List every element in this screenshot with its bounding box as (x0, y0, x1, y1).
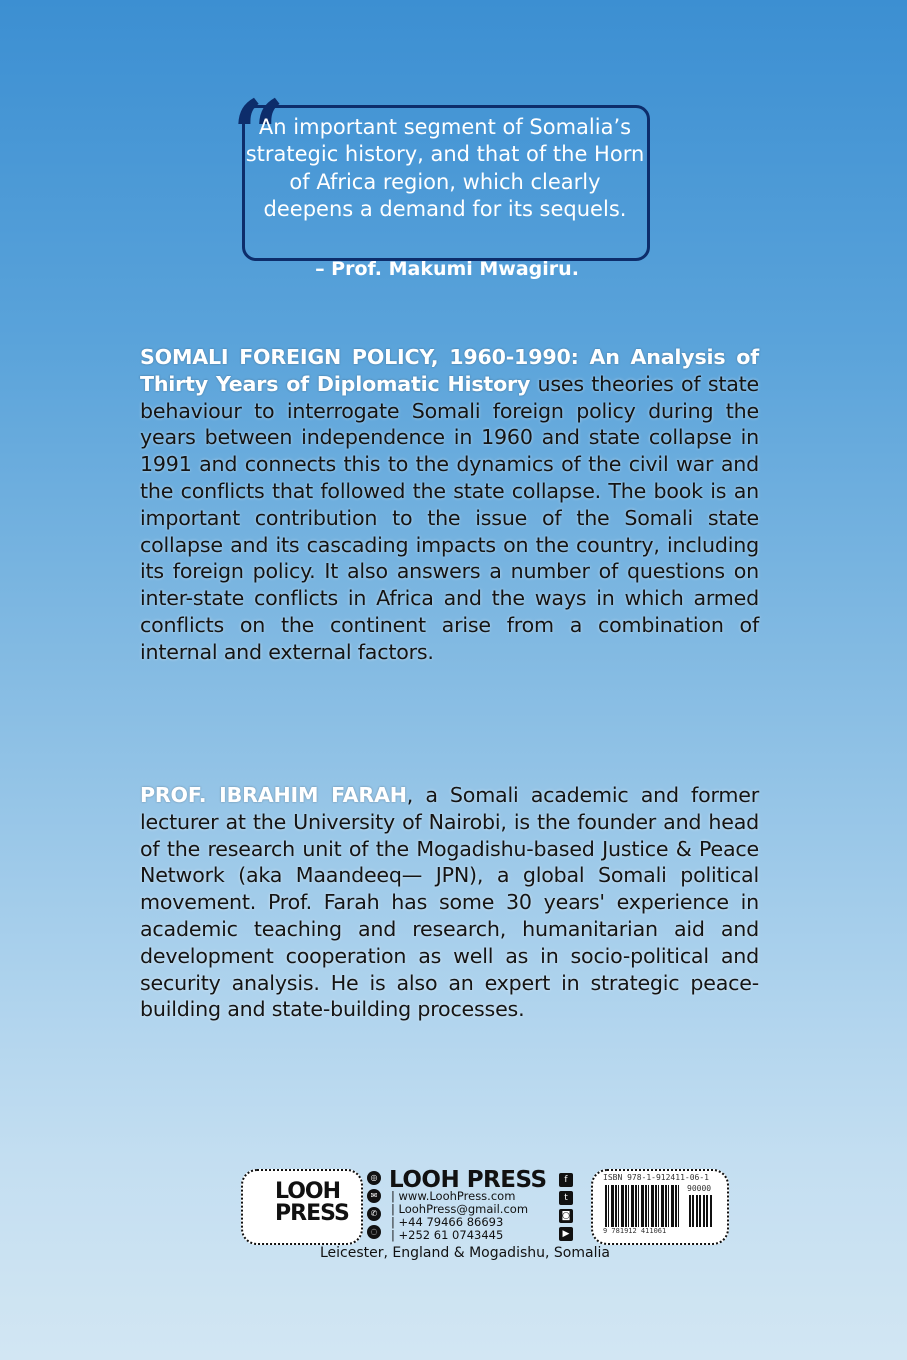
mail-icon: ✉ (367, 1189, 381, 1203)
price-code: 90000 (687, 1184, 712, 1193)
price-addon-barcode (689, 1195, 713, 1227)
publisher-logo: LOOH PRESS (275, 1179, 349, 1226)
publisher-name: LOOH PRESS (389, 1167, 547, 1193)
publisher-footer (241, 1167, 729, 1243)
phone-icon: ✆ (367, 1207, 381, 1221)
book-description (140, 344, 759, 666)
email-link[interactable]: | LoohPress@gmail.com (391, 1202, 529, 1216)
instagram-icon: ◙ (559, 1209, 573, 1223)
description-body: uses theories of state behaviour to interrogate Somali foreign policy during the years between independence in 1960 and state collapse in 1991 and connects this to the dynamics of the civil war and the conflicts that followed the state collapse. The book is an important contribution to the issue of the Somali state collapse and its cascading impacts on the country, including its foreign policy. It also answers a number of questions on inter-state conflicts in Africa and the ways in which armed conflicts on the continent arise from a combination of internal and external factors. (140, 371, 759, 664)
whatsapp-icon: ◌ (367, 1225, 381, 1239)
book-title: SOMALI FOREIGN POLICY, 1960-1990: An Analysis of Thirty Years of Diplomatic History (140, 345, 759, 396)
isbn-label: ISBN 978-1-912411-06-1 (603, 1173, 709, 1182)
publisher-location: Leicester, England & Mogadishu, Somalia (320, 1245, 610, 1261)
facebook-icon: f (559, 1173, 573, 1187)
quote-author: – Prof. Makumi Mwagiru. (315, 258, 579, 280)
barcode (605, 1185, 681, 1227)
barcode-number: 9 781912 411061 (603, 1227, 667, 1235)
author-bio (140, 782, 759, 1023)
author-name: PROF. IBRAHIM FARAH (140, 783, 407, 807)
youtube-icon: ▶ (559, 1227, 573, 1241)
globe-icon: ◎ (367, 1171, 381, 1185)
author-bio-body: , a Somali academic and former lecturer at the University of Nairobi, is the founder and head of the research unit of the Mogadishu-based Justice & Peace Network (aka Maandeeq— JPN), a global Somali political movement. Prof. Farah has some 30 years' experience in academic teaching and research, humanitarian aid and development cooperation as well as in socio-political and security analysis. He is also an expert in strategic peace-building and state-building processes. (140, 783, 759, 1022)
phone-uk: | +44 79466 86693 (391, 1215, 504, 1229)
quote-text: An important segment of Somalia’s strategic history, and that of the Horn of Africa region, which clearly deepens a demand for its sequels. (245, 115, 645, 221)
twitter-icon: t (559, 1191, 573, 1205)
phone-somalia: | +252 61 0743445 (391, 1228, 504, 1242)
website-link[interactable]: | www.LoohPress.com (391, 1189, 516, 1203)
quote-mark-icon: “ (232, 80, 285, 188)
